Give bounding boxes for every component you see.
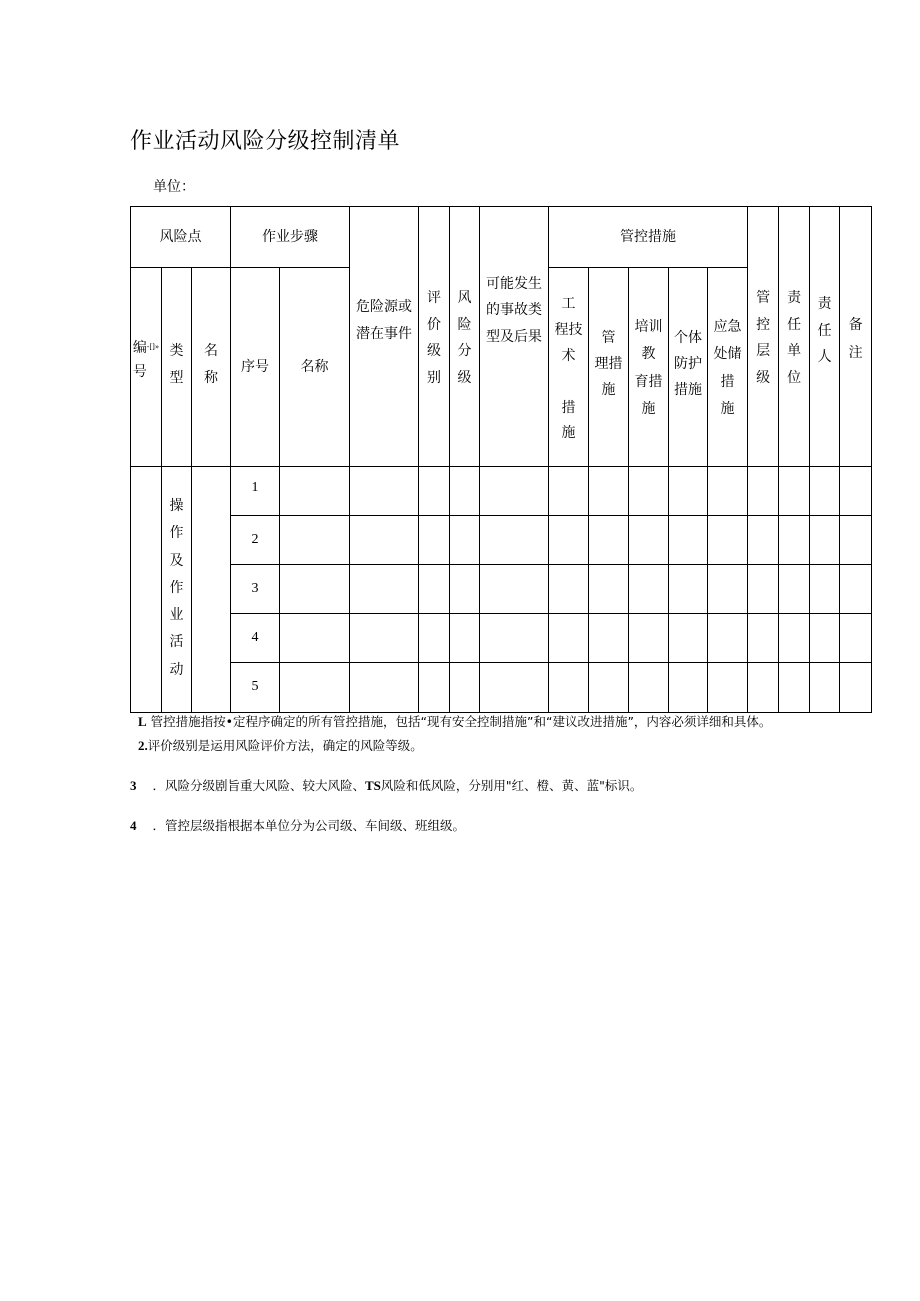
page-title: 作业活动风险分级控制清单	[130, 129, 401, 154]
header-work-step: 作业步骤	[231, 207, 350, 268]
unit-label: 单位：	[153, 179, 195, 195]
table-row	[131, 614, 872, 663]
note-2-number: 2.	[138, 738, 148, 753]
body-code-cell	[131, 467, 162, 713]
body-type-cell: 操 作 及 作 业 活 动	[162, 467, 192, 713]
note-1-text: 管控措施指按•定程序确定的所有管控措施，包括“现有安全控制措施”和“建议改进措施”，内容必须详细和具体。	[150, 714, 772, 729]
header-management: 管 理措 施	[589, 268, 629, 467]
note-3-text-b: 风险和低风险，分别用"红、橙、黄、蓝"标识。	[380, 778, 643, 793]
table-row	[131, 565, 872, 614]
row-seq: 1	[231, 467, 280, 516]
header-resp-unit: 责 任 单 位	[779, 207, 810, 467]
note-2	[138, 736, 423, 754]
header-control-measures: 管控措施	[549, 207, 748, 268]
note-3-ts: TS	[365, 778, 381, 793]
header-step-name: 名称	[280, 268, 350, 467]
header-accident-type: 可能发生 的事故类 型及后果	[480, 207, 549, 467]
note-2-text: 评价级别是运用风险评价方法，确定的风险等级。	[147, 738, 423, 753]
note-4-number: 4	[130, 818, 137, 833]
table-row	[131, 467, 872, 516]
row-seq: 2	[231, 516, 280, 565]
note-4	[130, 816, 465, 834]
note-3-number: 3	[130, 778, 137, 793]
row-seq: 3	[231, 565, 280, 614]
table-row	[131, 516, 872, 565]
row-seq: 5	[231, 663, 280, 713]
note-4-text: ．管控层级指根据本单位分为公司级、车间级、班组级。	[152, 818, 465, 833]
note-1-number: L	[138, 714, 147, 729]
table-row	[131, 663, 872, 713]
header-risk-point: 风险点	[131, 207, 231, 268]
header-eval-level: 评 价 级 别	[419, 207, 450, 467]
header-remark: 备 注	[840, 207, 872, 467]
header-engineering: 工 程技 术 措 施	[549, 268, 589, 467]
note-3	[130, 776, 642, 794]
header-type: 类 型	[162, 268, 192, 467]
body-name-cell	[192, 467, 231, 713]
header-code: 编-[]» 号	[131, 268, 162, 467]
header-hazard: 危险源或 潜在事件	[350, 207, 419, 467]
header-seq: 序号	[231, 268, 280, 467]
header-training: 培训 教 育措 施	[629, 268, 669, 467]
risk-control-table	[130, 206, 872, 713]
header-emergency: 应急 处储 措 施	[708, 268, 748, 467]
header-control-level: 管 控 层 级	[748, 207, 779, 467]
note-3-text-a: ．风险分级剧旨重大风险、较大风险、	[152, 778, 365, 793]
header-risk-grade: 风 险 分 级	[450, 207, 480, 467]
header-name: 名 称	[192, 268, 231, 467]
header-resp-person: 责 任 人	[810, 207, 840, 467]
note-1	[138, 712, 771, 730]
header-ppe: 个体 防护 措施	[669, 268, 708, 467]
row-seq: 4	[231, 614, 280, 663]
